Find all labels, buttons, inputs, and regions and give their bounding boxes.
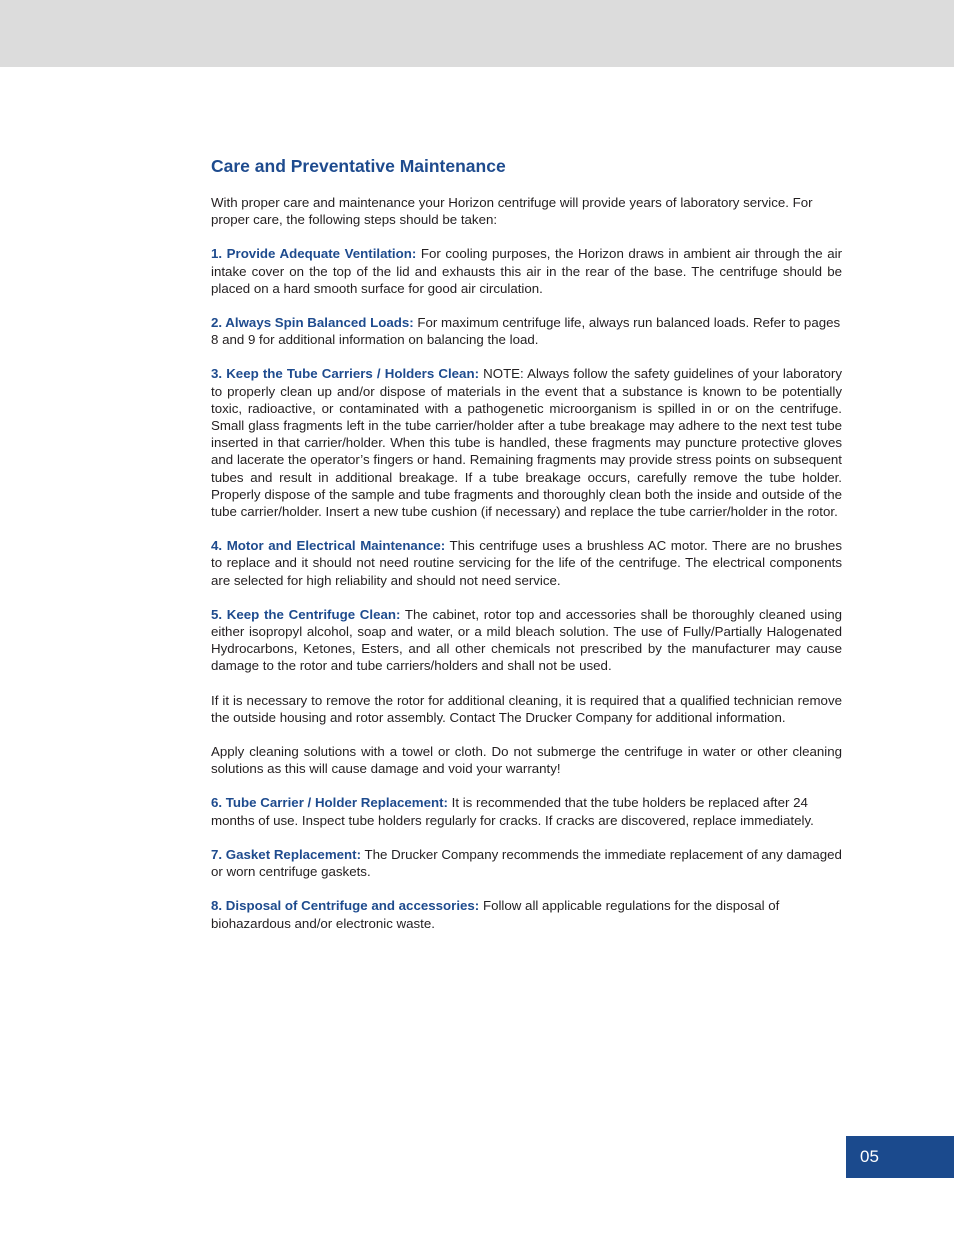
section-text: Follow all applicable regulations for the disposal of biohazardous and/or electronic waste.: [211, 898, 780, 931]
section-balanced-loads: [211, 314, 842, 348]
section-ventilation: [211, 245, 842, 297]
section-heading: 7. Gasket Replacement:: [211, 846, 362, 862]
section-text: NOTE: Always follow the safety guidelines of your laboratory to properly clean up and/or dispose of materials in the event that a substance is known to be potentially toxic, radioactive, or contaminated with a pathogenetic microorganism is spilled in or on the centrifuge. Small glass fragments left in the tube carrier/holder after a tube breakage may adhere to the next test tube inserted in that carrier/holder. When this tube is handled, these fragments may puncture protective gloves and lacerate the operator’s fingers or hand. Remaining fragments may provide stress points on subsequent tubes and result in additional breakage. If a tube breakage occurs, carefully remove the tube holder. Properly dispose of the sample and tube fragments and thoroughly clean both the inside and outside of the tube carrier/holder. Insert a new tube cushion (if necessary) and replace the tube carrier/holder in the rotor.: [211, 366, 842, 520]
section-gasket-replacement: [211, 846, 842, 880]
section-text: This centrifuge uses a brushless AC motor. There are no brushes to replace and it should not need routine servicing for the life of the centrifuge. The electrical components are selected for high reliability and should not need service.: [211, 538, 842, 588]
section-holder-replacement: [211, 794, 842, 828]
section-centrifuge-clean: [211, 606, 842, 675]
section-text: The Drucker Company recommends the immediate replacement of any damaged or worn centrifuge gaskets.: [211, 846, 842, 880]
document-body: [211, 155, 842, 949]
intro-paragraph: With proper care and maintenance your Horizon centrifuge will provide years of laboratory service. For proper care, the following steps should be taken:: [211, 195, 813, 228]
section-heading: 2. Always Spin Balanced Loads:: [211, 315, 414, 331]
section-text: The cabinet, rotor top and accessories shall be thoroughly cleaned using either isopropyl alcohol, soap and water, or a mild bleach solution. The use of Fully/Partially Halogenated Hydrocarbons, Ketones, Esters, and all other chemicals not prescribed by the manufacturer may cause damage to the rotor and tube carriers/holders and shall not be used.: [211, 606, 843, 674]
section-heading: 5. Keep the Centrifuge Clean:: [211, 606, 401, 622]
section-text: For maximum centrifuge life, always run balanced loads. Refer to pages 8 and 9 for additional information on balancing the load.: [211, 315, 841, 348]
section-tube-carriers-clean: [211, 365, 842, 520]
cleaning-solution-note: Apply cleaning solutions with a towel or cloth. Do not submerge the centrifuge in water or other cleaning solutions as this will cause damage and void your warranty!: [211, 744, 842, 777]
page-title: Care and Preventative Maintenance: [211, 156, 506, 176]
section-heading: 3. Keep the Tube Carriers / Holders Clean:: [211, 366, 479, 382]
section-heading: 1. Provide Adequate Ventilation:: [211, 246, 417, 262]
section-disposal: [211, 897, 842, 931]
section-heading: 6. Tube Carrier / Holder Replacement:: [211, 795, 448, 811]
rotor-removal-note: If it is necessary to remove the rotor for additional cleaning, it is required that a qualified technician remove the outside housing and rotor assembly. Contact The Drucker Company for additional information.: [211, 692, 842, 725]
section-heading: 8. Disposal of Centrifuge and accessories:: [211, 898, 480, 914]
section-motor-electrical: [211, 537, 842, 589]
section-heading: 4. Motor and Electrical Maintenance:: [211, 538, 446, 554]
header-band: [0, 0, 954, 67]
page-number-tab: [846, 1136, 954, 1178]
section-text: For cooling purposes, the Horizon draws in ambient air through the air intake cover on the top of the lid and exhausts this air in the rear of the base. The centrifuge should be placed on a hard smooth surface for good air circulation.: [211, 246, 842, 296]
page-number: 05: [860, 1147, 879, 1166]
section-text: It is recommended that the tube holders be replaced after 24 months of use. Inspect tube holders regularly for cracks. If cracks are discovered, replace immediately.: [211, 795, 814, 828]
